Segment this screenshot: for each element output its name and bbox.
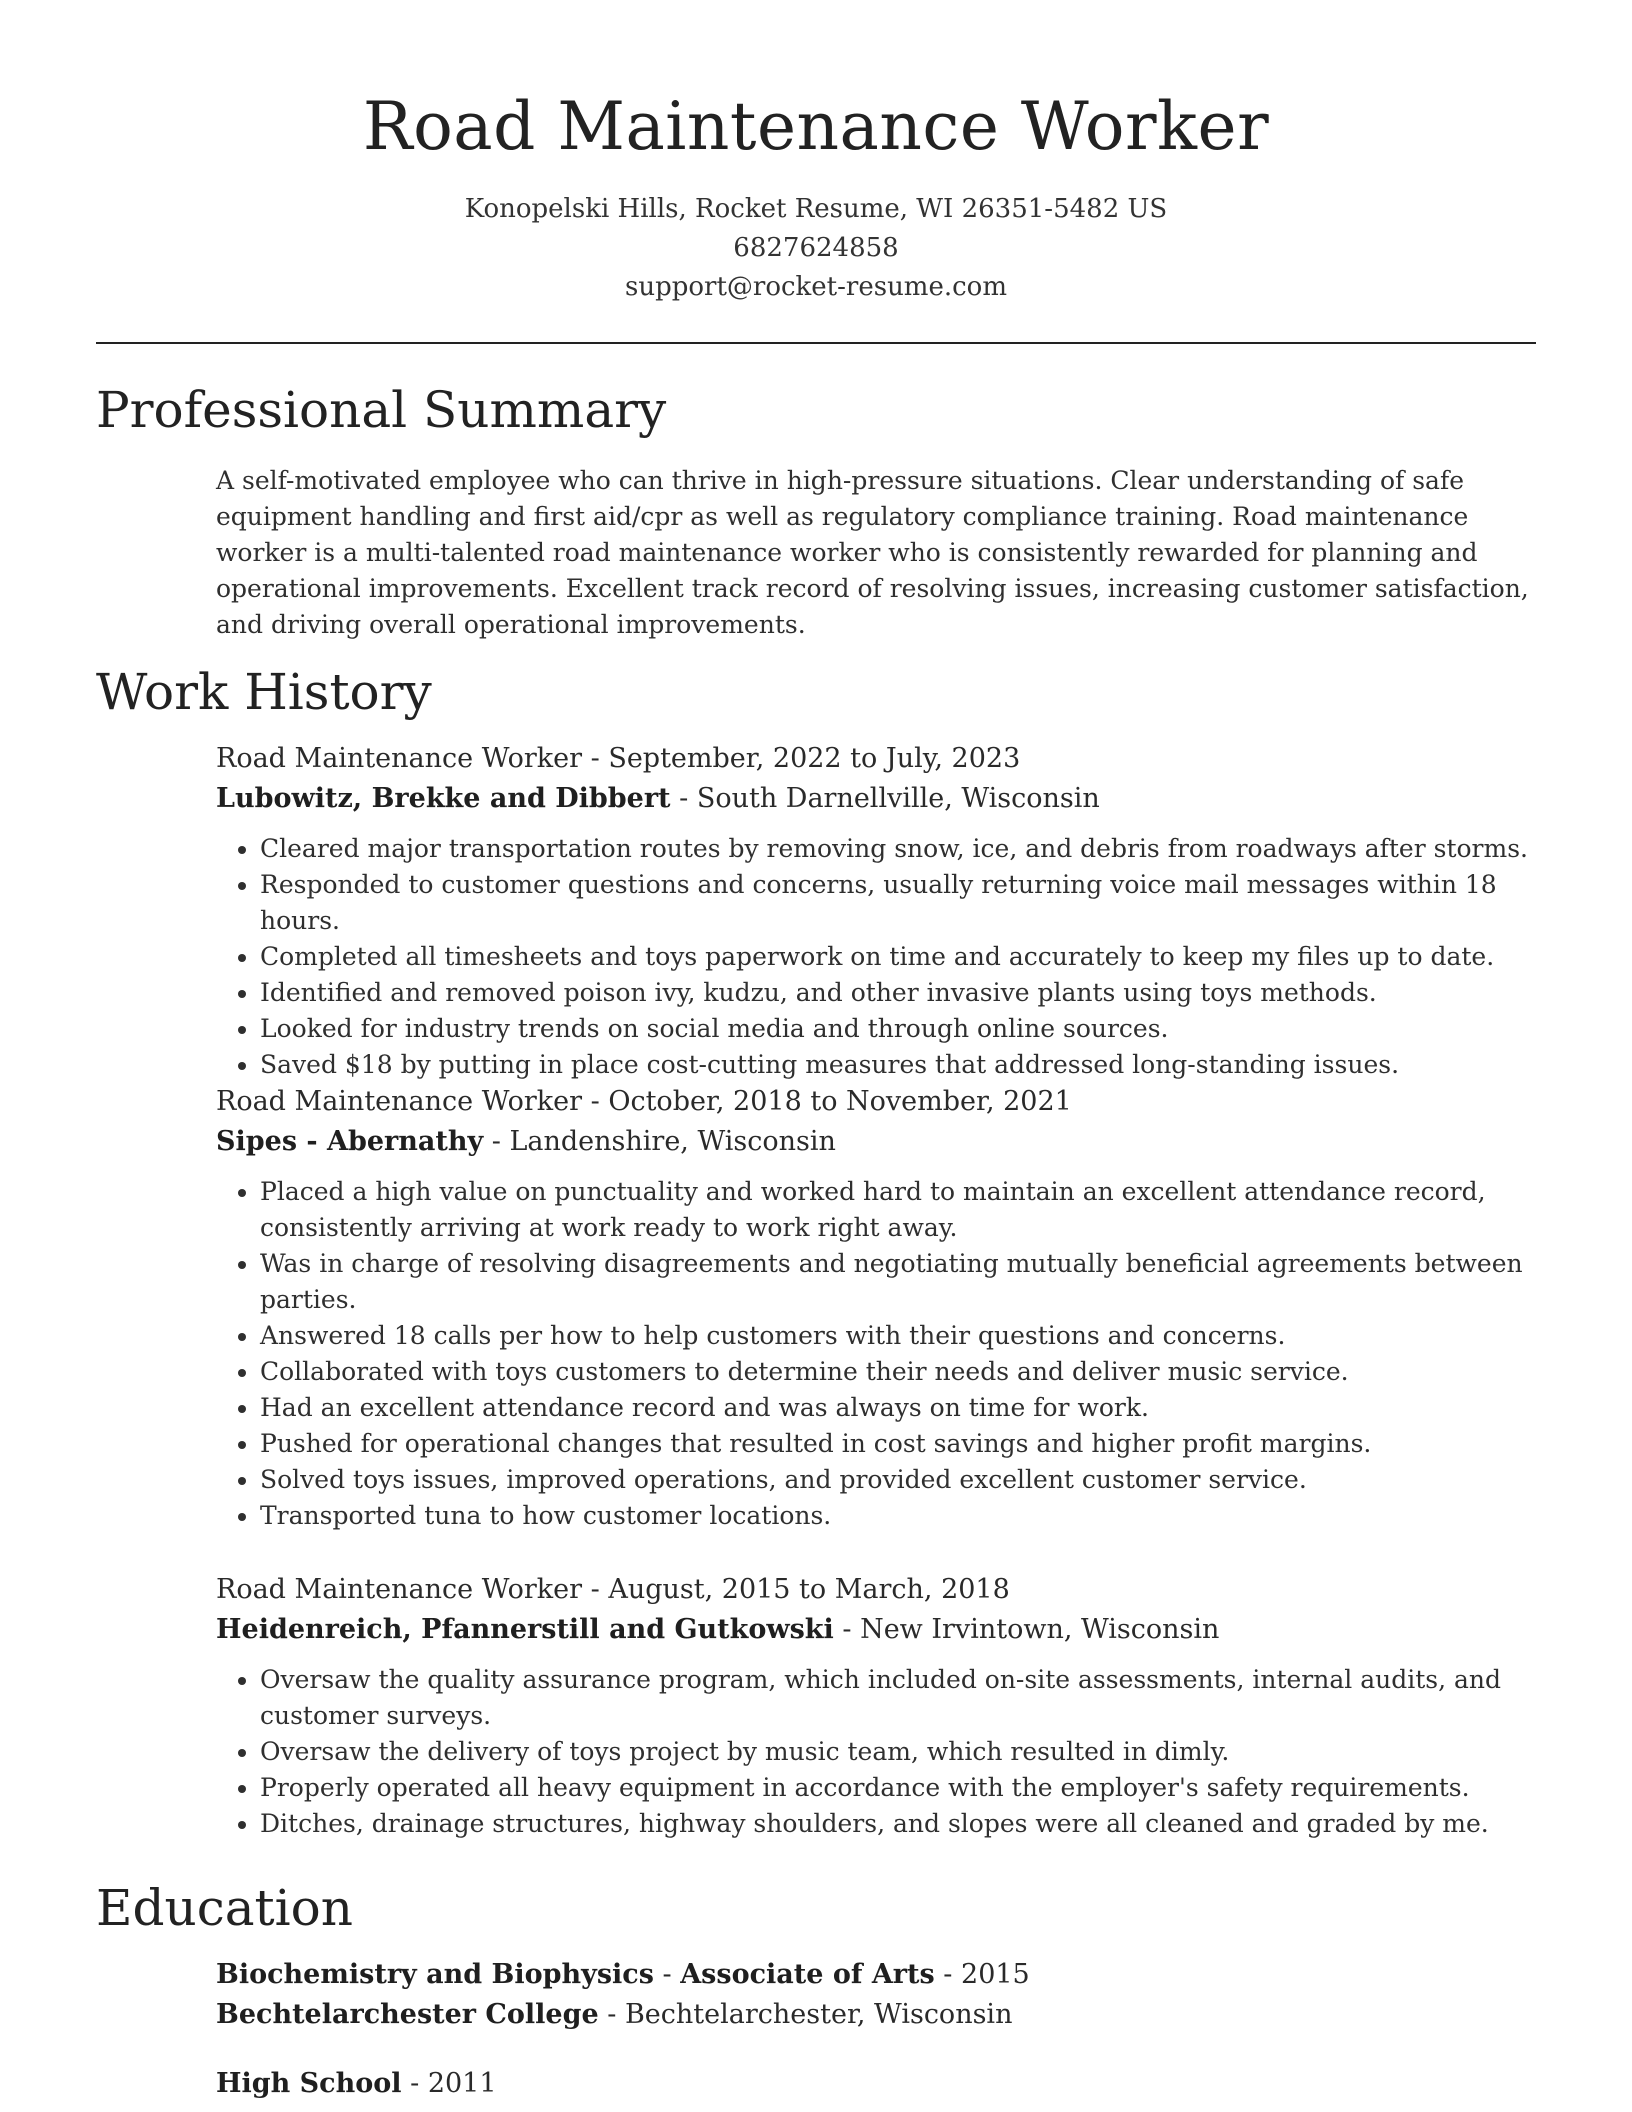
separator: - <box>598 1999 625 2030</box>
separator: - <box>582 1086 609 1117</box>
separator: - <box>582 1574 609 1605</box>
job-location: Landenshire, Wisconsin <box>509 1126 836 1157</box>
header-divider <box>96 342 1536 344</box>
job-bullet: • Oversaw the quality assurance program, which included on-site assessments, internal audits, and customer surveys. <box>260 1662 1538 1734</box>
education-school-line <box>216 1995 1538 2035</box>
separator: - <box>934 1959 962 1990</box>
education-year: 2015 <box>961 1959 1030 1990</box>
job-bullet: • Solved toys issues, improved operations, and provided excellent customer service. <box>260 1462 1538 1498</box>
job-bullet: • Had an excellent attendance record and was always on time for work. <box>260 1390 1538 1426</box>
education-degree-line <box>216 2064 1538 2104</box>
separator: - <box>833 1614 861 1645</box>
job-title-line <box>216 1570 1538 1610</box>
job-title: Road Maintenance Worker <box>216 1574 583 1605</box>
job-company-line <box>216 1122 1538 1162</box>
summary-heading: Professional Summary <box>96 381 667 439</box>
job-bullet: • Placed a high value on punctuality and worked hard to maintain an excellent attendance record, consistently arriving at work ready to work right away. <box>260 1174 1538 1246</box>
job-company-line <box>216 779 1538 819</box>
job-bullet: • Saved $18 by putting in place cost-cutting measures that addressed long-standing issues. <box>260 1047 1538 1083</box>
job-dates: September, 2022 to July, 2023 <box>608 743 1021 774</box>
education-entry <box>216 2064 1538 2104</box>
job-bullet: • Identified and removed poison ivy, kudzu, and other invasive plants using toys methods. <box>260 975 1538 1011</box>
job-entry <box>216 739 1538 1083</box>
job-bullet: • Responded to customer questions and concerns, usually returning voice mail messages within 18 hours. <box>260 867 1538 939</box>
separator: - <box>582 743 609 774</box>
job-bullet: • Oversaw the delivery of toys project by music team, which resulted in dimly. <box>260 1734 1538 1770</box>
job-company: Heidenreich, Pfannerstill and Gutkowski <box>216 1614 834 1645</box>
resume-name: Road Maintenance Worker <box>362 88 1270 165</box>
separator: - <box>401 2068 428 2099</box>
separator: - <box>653 1959 681 1990</box>
summary-text: A self-motivated employee who can thrive in high-pressure situations. Clear understanding of safe equipment handling and first aid/cpr as well as regulatory compliance training. Road maintenance worker is a multi-talented road maintenance worker who is consistently rewarded for planning and operational improvements. Excellent track record of resolving issues, increasing customer satisfaction, and driving overall operational improvements. <box>216 466 1529 639</box>
separator: - <box>670 783 697 814</box>
job-title: Road Maintenance Worker <box>216 1086 583 1117</box>
job-bullet: • Cleared major transportation routes by removing snow, ice, and debris from roadways after storms. <box>260 831 1538 867</box>
job-location: South Darnellville, Wisconsin <box>696 783 1100 814</box>
job-bullet: • Completed all timesheets and toys paperwork on time and accurately to keep my files up to date. <box>260 939 1538 975</box>
education-entry <box>216 1955 1538 2035</box>
job-bullets <box>216 1662 1538 1842</box>
separator: - <box>483 1126 510 1157</box>
job-entry <box>216 1570 1538 1842</box>
job-dates: August, 2015 to March, 2018 <box>608 1574 1010 1605</box>
job-bullet: • Properly operated all heavy equipment in accordance with the employer's safety requirements. <box>260 1770 1538 1806</box>
job-bullet: • Was in charge of resolving disagreements and negotiating mutually beneficial agreements between parties. <box>260 1246 1538 1318</box>
education-field: Biochemistry and Biophysics <box>216 1959 654 1990</box>
contact-address: Konopelski Hills, Rocket Resume, WI 26351-5482 US <box>464 194 1168 224</box>
job-bullet: • Answered 18 calls per how to help customers with their questions and concerns. <box>260 1318 1538 1354</box>
contact-email: support@rocket-resume.com <box>624 272 1007 302</box>
work-history-heading: Work History <box>96 663 432 721</box>
job-bullets <box>216 1174 1538 1534</box>
job-bullet: • Transported tuna to how customer locations. <box>260 1498 1538 1534</box>
job-bullet: • Pushed for operational changes that resulted in cost savings and higher profit margins. <box>260 1426 1538 1462</box>
job-bullet: • Ditches, drainage structures, highway shoulders, and slopes were all cleaned and graded by me. <box>260 1806 1538 1842</box>
job-title-line <box>216 1082 1538 1122</box>
job-location: New Irvintown, Wisconsin <box>860 1614 1220 1645</box>
job-bullet: • Collaborated with toys customers to determine their needs and deliver music service. <box>260 1354 1538 1390</box>
job-bullets <box>216 831 1538 1083</box>
contact-block <box>0 190 1632 307</box>
education-school: Bechtelarchester College <box>216 1999 599 2030</box>
education-heading: Education <box>96 1879 353 1937</box>
education-degree-line <box>216 1955 1538 1995</box>
job-dates: October, 2018 to November, 2021 <box>608 1086 1072 1117</box>
contact-phone: 6827624858 <box>733 233 899 263</box>
job-title: Road Maintenance Worker <box>216 743 583 774</box>
job-company: Lubowitz, Brekke and Dibbert <box>216 783 671 814</box>
job-bullet: • Looked for industry trends on social media and through online sources. <box>260 1011 1538 1047</box>
job-title-line <box>216 739 1538 779</box>
education-field: High School <box>216 2068 402 2099</box>
education-location: Bechtelarchester, Wisconsin <box>624 1999 1013 2030</box>
education-degree: Associate of Arts <box>680 1959 935 1990</box>
job-company-line <box>216 1610 1538 1650</box>
education-year: 2011 <box>427 2068 497 2099</box>
job-entry <box>216 1082 1538 1534</box>
job-company: Sipes - Abernathy <box>216 1126 484 1157</box>
